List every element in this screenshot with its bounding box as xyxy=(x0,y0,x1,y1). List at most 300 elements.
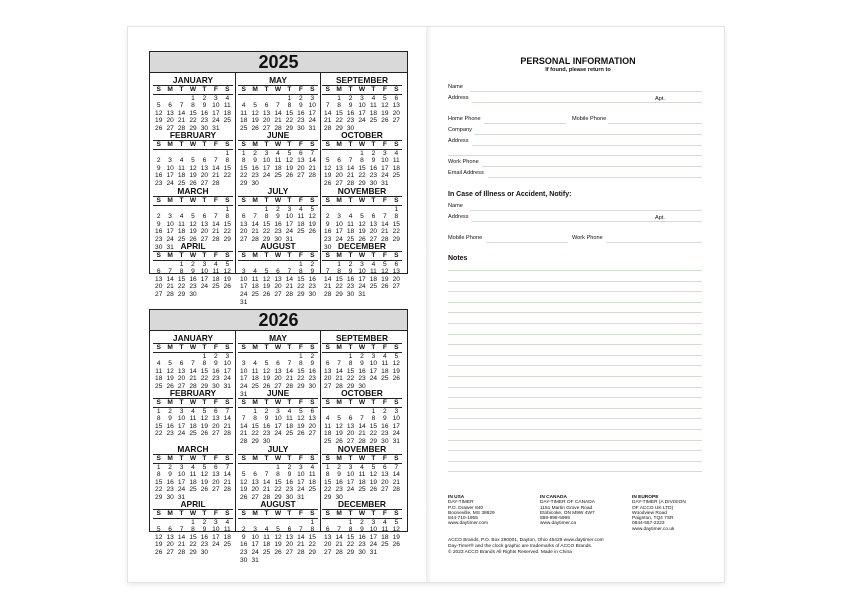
weekday-header: S xyxy=(391,86,402,95)
day-number: 28 xyxy=(324,124,332,132)
company-address-field[interactable] xyxy=(472,145,702,146)
day-number: 30 xyxy=(358,382,366,390)
blank-day xyxy=(261,464,272,472)
column-divider xyxy=(320,331,321,531)
day-number: 19 xyxy=(189,228,197,236)
day-number: 1 xyxy=(337,94,341,102)
day-number: 7 xyxy=(168,268,172,276)
day-number: 28 xyxy=(285,290,294,298)
day-number: 24 xyxy=(285,228,294,236)
day-number: 15 xyxy=(262,220,271,228)
month-days xyxy=(322,399,402,446)
day-number: 20 xyxy=(324,375,332,383)
day-number: 19 xyxy=(369,478,378,486)
day-number: 11 xyxy=(223,526,231,534)
day-number: 31 xyxy=(358,290,366,298)
day-number: 12 xyxy=(369,471,378,479)
day-number: 26 xyxy=(274,548,282,556)
emergency-mobile-label: Mobile Phone xyxy=(448,235,483,241)
weekday-header: T xyxy=(345,141,356,150)
emergency-name-field[interactable] xyxy=(470,210,702,211)
day-number: 4 xyxy=(383,352,387,360)
address-line: P.O. Drawer 840 xyxy=(448,505,484,511)
day-number: 22 xyxy=(285,117,294,125)
day-number: 4 xyxy=(241,102,246,110)
day-number: 1 xyxy=(299,352,303,360)
day-number: 19 xyxy=(324,172,332,180)
day-number: 4 xyxy=(179,157,184,165)
day-number: 20 xyxy=(177,375,186,383)
weekday-header: S xyxy=(238,344,249,353)
notes-line[interactable] xyxy=(448,450,702,451)
emergency-work-field[interactable] xyxy=(606,242,702,243)
notes-line[interactable] xyxy=(448,270,702,271)
weekday-header: W xyxy=(187,141,198,150)
day-number: 24 xyxy=(262,172,271,180)
day-number: 11 xyxy=(263,533,270,541)
day-number: 9 xyxy=(337,471,341,479)
day-number: 25 xyxy=(189,430,197,438)
day-number: 2 xyxy=(299,94,303,102)
day-number: 8 xyxy=(191,526,195,534)
day-number: 17 xyxy=(369,367,378,375)
weekday-header: T xyxy=(199,510,210,519)
month-days xyxy=(238,252,318,306)
address-line: Paignton, TQ4 7SR xyxy=(632,516,674,522)
day-number: 21 xyxy=(335,541,343,549)
day-number: 16 xyxy=(381,422,389,430)
day-number: 3 xyxy=(394,407,399,415)
weekday-header: F xyxy=(295,399,306,408)
month-name: JUNE xyxy=(238,388,318,399)
day-number: 19 xyxy=(358,228,366,236)
weekday-header: S xyxy=(153,86,164,95)
month-grid xyxy=(150,73,407,306)
weekday-header: S xyxy=(238,197,249,206)
day-number: 21 xyxy=(285,283,294,291)
day-number: 27 xyxy=(200,179,209,187)
year-calendar-2025 xyxy=(149,51,408,306)
weekday-header: W xyxy=(356,141,367,150)
day-number: 19 xyxy=(155,117,163,125)
blank-day xyxy=(322,261,333,269)
notes-line[interactable] xyxy=(448,281,702,282)
day-number: 28 xyxy=(251,235,259,243)
day-number: 15 xyxy=(369,422,378,430)
day-number: 19 xyxy=(392,367,400,375)
address-field[interactable] xyxy=(472,102,702,103)
day-number: 11 xyxy=(308,471,316,479)
weekday-header: F xyxy=(210,344,221,353)
day-number: 20 xyxy=(308,422,316,430)
notes-line[interactable] xyxy=(448,302,702,303)
day-number: 7 xyxy=(276,102,280,110)
weekday-header: T xyxy=(345,510,356,519)
day-number: 26 xyxy=(392,541,400,549)
day-number: 7 xyxy=(383,213,387,221)
day-number: 27 xyxy=(155,290,163,298)
day-number: 8 xyxy=(394,213,399,221)
day-number: 5 xyxy=(337,415,341,423)
day-number: 23 xyxy=(358,375,366,383)
month-days xyxy=(238,455,318,502)
day-number: 12 xyxy=(358,220,366,228)
day-number: 7 xyxy=(179,526,184,534)
month-december xyxy=(322,499,402,557)
day-number: 23 xyxy=(200,541,209,549)
weekday-header: S xyxy=(153,197,164,206)
day-number: 9 xyxy=(214,360,218,368)
day-number: 22 xyxy=(369,430,378,438)
day-number: 24 xyxy=(223,375,231,383)
notes-line[interactable] xyxy=(448,408,702,409)
day-number: 11 xyxy=(369,268,377,276)
blank-day xyxy=(356,206,367,214)
weekday-header: M xyxy=(249,344,260,353)
day-number: 10 xyxy=(177,415,186,423)
day-number: 5 xyxy=(225,260,230,268)
day-number: 19 xyxy=(381,109,389,117)
day-number: 29 xyxy=(189,548,197,556)
day-number: 3 xyxy=(168,213,172,221)
day-number: 10 xyxy=(346,471,355,479)
day-number: 13 xyxy=(346,422,355,430)
day-number: 25 xyxy=(155,382,163,390)
day-number: 17 xyxy=(308,109,316,117)
weekday-header: F xyxy=(210,197,221,206)
notes-line[interactable] xyxy=(448,376,702,377)
day-number: 12 xyxy=(392,360,400,368)
address-line: Booneville, MS 38829 xyxy=(448,510,495,516)
notes-line[interactable] xyxy=(448,471,702,472)
day-number: 21 xyxy=(251,228,259,236)
day-number: 29 xyxy=(223,235,231,243)
day-number: 25 xyxy=(177,179,186,187)
email-field[interactable] xyxy=(488,177,702,178)
day-number: 11 xyxy=(240,109,248,117)
day-number: 26 xyxy=(369,486,378,494)
day-number: 19 xyxy=(223,275,231,283)
day-number: 15 xyxy=(335,109,343,117)
notes-line[interactable] xyxy=(448,291,702,292)
month-february xyxy=(153,388,233,438)
day-number: 4 xyxy=(191,463,195,471)
day-number: 14 xyxy=(335,533,343,541)
notes-line[interactable] xyxy=(448,429,702,430)
day-number: 17 xyxy=(240,283,248,291)
day-number: 14 xyxy=(251,220,259,228)
day-number: 25 xyxy=(381,541,389,549)
day-number: 15 xyxy=(223,220,231,228)
day-number: 9 xyxy=(360,360,364,368)
day-number: 10 xyxy=(212,526,220,534)
weekday-header: S xyxy=(307,86,318,95)
day-number: 8 xyxy=(202,360,207,368)
blank-day xyxy=(333,206,344,214)
weekday-header: T xyxy=(261,197,272,206)
day-number: 7 xyxy=(337,360,341,368)
day-number: 3 xyxy=(241,268,246,276)
company-field[interactable] xyxy=(474,134,702,135)
day-number: 24 xyxy=(166,179,174,187)
weekday-header: M xyxy=(164,455,175,464)
day-number: 14 xyxy=(223,471,231,479)
day-number: 12 xyxy=(189,220,197,228)
day-number: 24 xyxy=(240,382,248,390)
day-number: 21 xyxy=(177,541,186,549)
day-number: 30 xyxy=(166,493,174,501)
day-number: 9 xyxy=(202,526,207,534)
day-number: 22 xyxy=(335,117,343,125)
day-number: 5 xyxy=(310,205,315,213)
day-number: 19 xyxy=(392,533,400,541)
weekday-header: F xyxy=(379,86,390,95)
day-number: 24 xyxy=(297,486,305,494)
day-number: 28 xyxy=(274,124,282,132)
weekday-header: T xyxy=(345,344,356,353)
day-number: 31 xyxy=(251,556,259,564)
day-number: 22 xyxy=(358,172,366,180)
weekday-header: T xyxy=(284,86,295,95)
day-number: 25 xyxy=(381,375,389,383)
month-name: OCTOBER xyxy=(322,130,402,141)
day-number: 25 xyxy=(274,172,282,180)
day-number: 4 xyxy=(299,205,303,213)
address-line: 1151 Martin Grove Road xyxy=(540,505,593,511)
day-number: 6 xyxy=(383,463,387,471)
blank-day xyxy=(153,353,164,361)
day-number: 8 xyxy=(348,526,353,534)
day-number: 30 xyxy=(200,124,209,132)
day-number: 5 xyxy=(360,213,364,221)
day-number: 11 xyxy=(212,268,220,276)
month-july xyxy=(238,186,318,244)
notes-line[interactable] xyxy=(448,334,702,335)
address-line: Woodview Road xyxy=(632,510,667,516)
address-line: Etobicoke, ON M9W 4W7 xyxy=(540,510,595,516)
day-number: 24 xyxy=(212,541,220,549)
personal-information-page xyxy=(432,27,724,582)
weekday-header: M xyxy=(164,197,175,206)
day-number: 11 xyxy=(251,367,259,375)
day-number: 21 xyxy=(358,430,366,438)
day-number: 22 xyxy=(251,430,259,438)
weekday-header: F xyxy=(379,197,390,206)
day-number: 10 xyxy=(392,415,400,423)
blank-day xyxy=(249,261,260,269)
day-number: 8 xyxy=(156,471,161,479)
emergency-address-field[interactable] xyxy=(472,221,702,222)
day-number: 8 xyxy=(337,268,341,276)
day-number: 22 xyxy=(240,172,248,180)
notes-line[interactable] xyxy=(448,418,702,419)
day-number: 13 xyxy=(155,275,163,283)
day-number: 6 xyxy=(214,463,218,471)
weekday-header: S xyxy=(391,141,402,150)
day-number: 2 xyxy=(371,149,376,157)
day-number: 5 xyxy=(276,526,280,534)
day-number: 21 xyxy=(346,172,355,180)
weekday-header: T xyxy=(261,399,272,408)
day-number: 26 xyxy=(285,172,294,180)
day-number: 1 xyxy=(156,407,161,415)
day-number: 9 xyxy=(383,415,387,423)
notes-line[interactable] xyxy=(448,323,702,324)
day-number: 29 xyxy=(346,548,355,556)
weekday-header: F xyxy=(295,252,306,261)
day-number: 11 xyxy=(297,213,305,221)
month-february xyxy=(153,130,233,188)
day-number: 2 xyxy=(325,213,330,221)
blank-day xyxy=(272,95,283,103)
day-number: 14 xyxy=(392,471,400,479)
day-number: 28 xyxy=(335,548,343,556)
day-number: 22 xyxy=(335,283,343,291)
day-number: 22 xyxy=(297,375,305,383)
work-phone-field[interactable] xyxy=(482,166,702,167)
month-july xyxy=(238,444,318,502)
day-number: 14 xyxy=(285,275,294,283)
day-number: 18 xyxy=(223,109,231,117)
day-number: 7 xyxy=(310,149,315,157)
day-number: 29 xyxy=(297,290,305,298)
day-number: 8 xyxy=(264,213,269,221)
footer-canada-address xyxy=(540,495,595,527)
day-number: 23 xyxy=(240,548,248,556)
blank-day xyxy=(164,206,175,214)
day-number: 22 xyxy=(274,486,282,494)
day-number: 26 xyxy=(223,283,231,291)
day-number: 4 xyxy=(276,149,280,157)
weekday-header: M xyxy=(333,141,344,150)
weekday-header: M xyxy=(249,197,260,206)
mobile-phone-field[interactable] xyxy=(608,123,702,124)
emergency-name-label: Name xyxy=(448,203,463,209)
blank-day xyxy=(187,206,198,214)
notes-line[interactable] xyxy=(448,397,702,398)
weekday-header: T xyxy=(199,344,210,353)
day-number: 19 xyxy=(262,375,271,383)
notes-line[interactable] xyxy=(448,387,702,388)
company-address-field-2[interactable] xyxy=(448,155,702,156)
day-number: 7 xyxy=(214,157,218,165)
day-number: 26 xyxy=(251,124,259,132)
day-number: 6 xyxy=(310,407,315,415)
day-number: 3 xyxy=(337,213,341,221)
day-number: 22 xyxy=(177,283,186,291)
day-number: 20 xyxy=(297,164,305,172)
day-number: 6 xyxy=(394,94,399,102)
blank-day xyxy=(249,95,260,103)
weekday-header: T xyxy=(368,141,379,150)
weekday-header: M xyxy=(333,399,344,408)
day-number: 28 xyxy=(346,179,355,187)
day-number: 31 xyxy=(392,437,400,445)
name-field[interactable] xyxy=(470,91,702,92)
day-number: 22 xyxy=(308,541,316,549)
weekday-header: W xyxy=(356,197,367,206)
day-number: 14 xyxy=(223,415,231,423)
weekday-header: T xyxy=(368,455,379,464)
day-number: 10 xyxy=(358,102,366,110)
weekday-header: F xyxy=(379,141,390,150)
day-number: 27 xyxy=(324,382,332,390)
day-number: 15 xyxy=(297,367,305,375)
footer-trademark-line: Day-Timer® and the clock graphic are trademarks of ACCO Brands. xyxy=(448,544,593,549)
day-number: 21 xyxy=(177,117,186,125)
notes-line[interactable] xyxy=(448,312,702,313)
day-number: 2 xyxy=(241,526,246,534)
blank-day xyxy=(261,261,272,269)
notes-line[interactable] xyxy=(448,355,702,356)
day-number: 8 xyxy=(225,157,230,165)
day-number: 19 xyxy=(262,283,271,291)
day-number: 29 xyxy=(335,290,343,298)
day-number: 3 xyxy=(360,94,364,102)
day-number: 29 xyxy=(369,437,378,445)
day-number: 11 xyxy=(381,360,389,368)
day-number: 20 xyxy=(251,486,259,494)
day-number: 18 xyxy=(308,478,316,486)
day-number: 27 xyxy=(392,117,400,125)
day-number: 8 xyxy=(253,415,257,423)
day-number: 31 xyxy=(285,235,294,243)
weekday-header: W xyxy=(187,344,198,353)
day-number: 3 xyxy=(179,463,184,471)
day-number: 2 xyxy=(253,149,257,157)
blank-day xyxy=(153,95,164,103)
day-number: 12 xyxy=(285,157,294,165)
day-number: 29 xyxy=(297,382,305,390)
day-number: 23 xyxy=(381,430,389,438)
month-june xyxy=(238,388,318,446)
day-number: 6 xyxy=(264,102,269,110)
day-number: 29 xyxy=(346,382,355,390)
day-number: 12 xyxy=(335,422,343,430)
day-number: 2 xyxy=(168,407,172,415)
notes-line[interactable] xyxy=(448,440,702,441)
weekday-header: F xyxy=(295,86,306,95)
emergency-mobile-field[interactable] xyxy=(486,242,568,243)
day-number: 7 xyxy=(337,526,341,534)
address-line: OF ACCO UK LTD) xyxy=(632,505,674,511)
month-name: NOVEMBER xyxy=(322,186,402,197)
day-number: 4 xyxy=(156,360,161,368)
day-number: 2 xyxy=(348,94,353,102)
blank-day xyxy=(322,95,333,103)
notes-line[interactable] xyxy=(448,365,702,366)
day-number: 30 xyxy=(346,124,355,132)
day-number: 14 xyxy=(212,164,220,172)
month-september xyxy=(322,75,402,133)
notes-line[interactable] xyxy=(448,461,702,462)
month-days xyxy=(322,252,402,299)
blank-day xyxy=(261,519,272,527)
day-number: 28 xyxy=(262,493,271,501)
day-number: 12 xyxy=(240,478,248,486)
day-number: 19 xyxy=(297,422,305,430)
day-number: 28 xyxy=(381,235,389,243)
day-number: 18 xyxy=(285,422,294,430)
weekday-header: T xyxy=(345,86,356,95)
notes-line[interactable] xyxy=(448,344,702,345)
day-number: 19 xyxy=(251,117,259,125)
home-phone-field[interactable] xyxy=(484,123,566,124)
blank-day xyxy=(249,519,260,527)
weekday-header: M xyxy=(164,141,175,150)
work-phone-label: Work Phone xyxy=(448,159,479,165)
day-number: 4 xyxy=(179,213,184,221)
